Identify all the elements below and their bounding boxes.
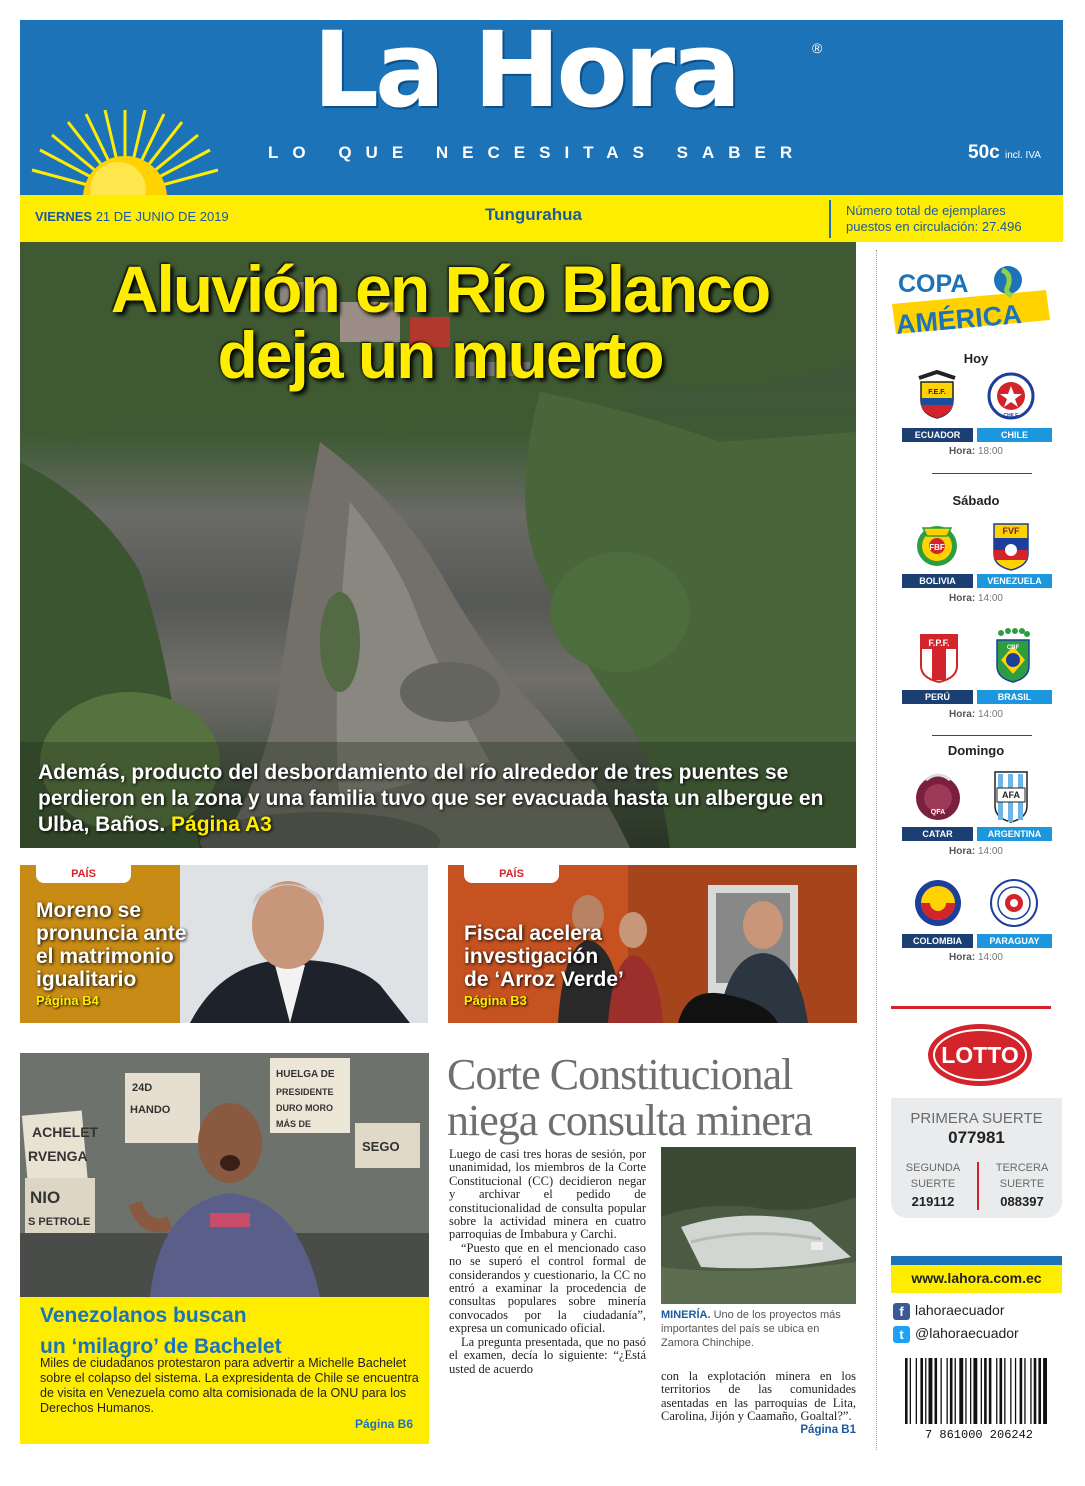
- facebook-handle[interactable]: lahoraecuador: [915, 1302, 1005, 1318]
- twitter-handle[interactable]: @lahoraecuador: [915, 1325, 1019, 1341]
- brasil-crest-icon: [993, 628, 1033, 684]
- colombia-crest-icon: [913, 878, 963, 928]
- barcode: [897, 1354, 1061, 1440]
- barcode-bar: [929, 1358, 933, 1424]
- divider: [829, 200, 831, 238]
- teaser-title: [36, 899, 187, 991]
- web-bar: [891, 1256, 1062, 1265]
- paraguay-crest-icon: [989, 878, 1039, 928]
- team-label: COLOMBIA: [902, 934, 973, 948]
- copa-text: COPA: [898, 270, 969, 298]
- crest-text: FVF: [1002, 526, 1020, 536]
- barcode-bar: [1020, 1358, 1023, 1424]
- circulation-line: Número total de ejemplares: [846, 203, 1006, 218]
- barcode-bar: [970, 1358, 971, 1424]
- lotto-number: 219112: [911, 1194, 955, 1209]
- barcode-bar: [1034, 1358, 1037, 1424]
- copa-america-logo: [884, 262, 1054, 338]
- barcode-bar: [1010, 1358, 1011, 1424]
- price-note: incl. IVA: [1004, 150, 1041, 161]
- team-label: VENEZUELA: [977, 574, 1052, 588]
- barcode-bar: [965, 1358, 966, 1424]
- date-text: 21 DE JUNIO DE 2019: [95, 209, 229, 224]
- barcode-bar: [984, 1358, 987, 1424]
- barcode-bar: [950, 1358, 953, 1424]
- barcode-bar: [1015, 1358, 1016, 1424]
- barcode-bar: [955, 1358, 956, 1424]
- photo-caption: [661, 1308, 856, 1350]
- team-label: CATAR: [902, 827, 973, 841]
- page-reference[interactable]: Página A3: [171, 813, 272, 836]
- title-line: investigación: [464, 945, 599, 968]
- title-line: Moreno se: [36, 899, 142, 922]
- protest-sign-text: PRESIDENTE: [276, 1087, 334, 1097]
- protest-sign-text: DURO MORO: [276, 1103, 333, 1113]
- newspaper-logo: La Hora: [312, 9, 738, 131]
- barcode-bar: [981, 1358, 982, 1424]
- crest-text: CBF: [1006, 645, 1020, 651]
- lotto-label: [896, 1160, 970, 1192]
- team-label: ECUADOR: [902, 428, 973, 442]
- barcode-bar: [905, 1358, 908, 1424]
- protest-sign-text: NIO: [30, 1188, 61, 1207]
- venezuela-crest-icon: [990, 520, 1032, 572]
- match-time: [891, 593, 1061, 604]
- label-line: SUERTE: [910, 1178, 956, 1190]
- lead-caption: [38, 760, 853, 838]
- team-label: BRASIL: [977, 690, 1052, 704]
- crest-text: AFA: [1002, 790, 1020, 800]
- mining-photo[interactable]: [661, 1147, 856, 1304]
- barcode-bar: [1038, 1358, 1041, 1424]
- website-link[interactable]: www.lahora.com.ec: [911, 1270, 1042, 1286]
- tagline: LO QUE NECESITAS SABER: [268, 143, 807, 162]
- time-label: Hora:: [949, 709, 976, 720]
- match-time: [891, 952, 1061, 963]
- page-reference[interactable]: Página B1: [800, 1423, 856, 1436]
- protest-sign-text: RVENGA: [28, 1148, 88, 1164]
- caption-label: MINERÍA.: [661, 1309, 711, 1321]
- label-line: SUERTE: [999, 1178, 1045, 1190]
- barcode-bar: [925, 1358, 926, 1424]
- venezuela-headline[interactable]: [40, 1300, 420, 1362]
- twitter-icon[interactable]: t: [893, 1326, 910, 1343]
- team-label: PARAGUAY: [977, 934, 1052, 948]
- lotto-logo: [925, 1022, 1035, 1088]
- lotto-logo-text: LOTTO: [941, 1042, 1019, 1068]
- barcode-bar: [1000, 1358, 1003, 1424]
- circulation-note: [846, 203, 1056, 235]
- time-label: Hora:: [949, 952, 976, 963]
- barcode-bar: [935, 1358, 938, 1424]
- page-reference[interactable]: Página B4: [36, 993, 99, 1008]
- headline-line: un ‘milagro’ de Bachelet: [40, 1335, 282, 1358]
- time-value: 14:00: [977, 952, 1003, 963]
- barcode-bar: [916, 1358, 917, 1424]
- weekday: VIERNES: [35, 209, 93, 224]
- match-day: Hoy: [963, 351, 989, 366]
- lotto-number: 077981: [948, 1128, 1005, 1147]
- america-text: AMÉRICA: [894, 299, 1023, 338]
- registered-mark: ®: [812, 40, 823, 56]
- title-line: el matrimonio: [36, 945, 174, 968]
- headline-line: Venezolanos buscan: [40, 1304, 247, 1327]
- barcode-bar: [1030, 1358, 1031, 1424]
- chile-crest-icon: [987, 372, 1035, 420]
- venezuela-summary: Miles de ciudadanos protestaron para advertir a Michelle Bachelet sobre el colapso del sistema. La expresidenta de Chile se encuentra de visita en Venezuela como alta comisionada de la ONU para los Derechos Humanos.: [40, 1356, 419, 1415]
- protest-sign-text: MÁS DE: [276, 1119, 312, 1129]
- paragraph: La pregunta presentada, que no pasó el examen, decía lo siguiente: “¿Está usted de acuerdo: [449, 1334, 646, 1376]
- protest-sign-text: HANDO: [130, 1104, 171, 1116]
- headline-line: niega consulta minera: [447, 1096, 813, 1145]
- crest-text: CHILE: [1003, 413, 1019, 419]
- barcode-bar: [996, 1358, 997, 1424]
- title-line: igualitario: [36, 968, 137, 991]
- teaser-fiscal[interactable]: [448, 865, 857, 1023]
- venezuela-protest-photo[interactable]: [20, 1053, 429, 1297]
- barcode-bar: [920, 1358, 923, 1424]
- label-line: SEGUNDA: [905, 1162, 961, 1174]
- protest-sign-text: ACHELET: [32, 1124, 99, 1140]
- ecuador-crest-icon: [913, 368, 961, 420]
- edition-region: Tungurahua: [485, 205, 582, 224]
- divider: [932, 735, 1032, 736]
- corte-headline[interactable]: [447, 1052, 867, 1144]
- crest-text: F.E.F.: [928, 389, 946, 396]
- price-value: 50c: [968, 142, 1000, 163]
- label-line: TERCERA: [995, 1162, 1049, 1174]
- barcode-bar: [1043, 1358, 1047, 1424]
- time-label: Hora:: [949, 446, 976, 457]
- lead-headline[interactable]: [30, 252, 850, 392]
- barcode-bar: [941, 1358, 942, 1424]
- match-day: Sábado: [952, 493, 1000, 508]
- sun-logo-icon: [30, 110, 220, 195]
- barcode-bar: [959, 1358, 963, 1424]
- protest-sign-text: 24D: [132, 1082, 153, 1094]
- title-line: pronuncia ante: [36, 922, 187, 945]
- divider: [932, 473, 1032, 474]
- time-value: 18:00: [977, 446, 1003, 457]
- time-value: 14:00: [977, 709, 1003, 720]
- article-column: [449, 1148, 646, 1376]
- match-time: [891, 709, 1061, 720]
- team-label: PERÚ: [902, 690, 973, 704]
- section-tag: PAÍS: [464, 865, 559, 883]
- headline-line: deja un muerto: [217, 318, 663, 392]
- barcode-bar: [910, 1358, 911, 1424]
- team-label: CHILE: [977, 428, 1052, 442]
- barcode-bar: [1024, 1358, 1025, 1424]
- peru-crest-icon: [918, 632, 960, 684]
- match-day: Domingo: [947, 743, 1005, 758]
- crest-text: F.P.F.: [928, 638, 950, 648]
- circulation-line: puestos en circulación: 27.496: [846, 219, 1022, 234]
- title-line: Fiscal acelera: [464, 922, 602, 945]
- match-time: [891, 446, 1061, 457]
- team-label: ARGENTINA: [977, 827, 1052, 841]
- team-label: BOLIVIA: [902, 574, 973, 588]
- catar-crest-icon: [914, 770, 962, 822]
- bolivia-crest-icon: [913, 520, 961, 570]
- barcode-bar: [973, 1358, 977, 1424]
- title-line: de ‘Arroz Verde’: [464, 968, 624, 991]
- page-reference[interactable]: Página B6: [355, 1417, 414, 1431]
- teaser-moreno[interactable]: [20, 865, 428, 1023]
- match-time: [891, 846, 1061, 857]
- lotto-rule: [891, 1006, 1051, 1009]
- protest-sign-text: SEGO: [362, 1139, 400, 1154]
- caption-text: Además, producto del desbordamiento del río alrededor de tres puentes se perdieron en la zona y una familia tuvo que ser evacuada hasta un albergue en Ulba, Baños.: [38, 761, 824, 836]
- barcode-bar: [947, 1358, 948, 1424]
- barcode-bar: [989, 1358, 992, 1424]
- teaser-title: [464, 922, 624, 991]
- paragraph: “Puesto que en el mencionado caso no se superó el control formal de considerandos y cuestionario, la CC no entró a examinar la procedencia de consultas populares sobre minería convocados por la ciudadanía”, expresa un comunicado oficial.: [449, 1240, 646, 1336]
- headline-line: Aluvión en Río Blanco: [110, 252, 770, 326]
- lotto-number: 088397: [1000, 1194, 1044, 1209]
- argentina-crest-icon: [991, 768, 1031, 824]
- facebook-icon[interactable]: f: [893, 1303, 910, 1320]
- section-tag: PAÍS: [36, 865, 131, 883]
- divider: [977, 1162, 979, 1210]
- crest-text: QFA: [930, 809, 946, 816]
- crest-text: FBF: [929, 543, 945, 552]
- lotto-label: PRIMERA SUERTE: [910, 1110, 1043, 1127]
- barcode-bar: [1004, 1358, 1005, 1424]
- time-label: Hora:: [949, 846, 976, 857]
- page-reference[interactable]: Página B3: [464, 993, 527, 1008]
- protest-sign-text: HUELGA DE: [276, 1069, 335, 1080]
- issue-date: [35, 209, 229, 224]
- paragraph: con la explotación minera en los territorios de las comunidades asentadas en las parroquias de Lita, Carolina, Jijón y Caamaño, Goaltal?”.: [661, 1369, 856, 1424]
- barcode-number: 7 861000 206242: [924, 1428, 1034, 1440]
- time-value: 14:00: [977, 593, 1003, 604]
- lotto-label: [985, 1160, 1059, 1192]
- paragraph: Luego de casi tres horas de sesión, por unanimidad, los miembros de la Corte Constitucional (CC) decidieron negar y archivar el pedido de constitucionalidad de consulta popular sobre la actividad minera en cuatro parroquias de Imbabura y Carchi.: [449, 1147, 646, 1242]
- time-value: 14:00: [977, 846, 1003, 857]
- headline-line: Corte Constitucional: [447, 1050, 793, 1099]
- protest-sign-text: S PETROLE: [28, 1216, 91, 1228]
- price: [968, 142, 1041, 164]
- article-column: [661, 1370, 856, 1437]
- sidebar-divider: [876, 250, 877, 1450]
- caption-text: Uno de los proyectos más importantes del país se ubica en Zamora Chinchipe.: [661, 1309, 841, 1349]
- time-label: Hora:: [949, 593, 976, 604]
